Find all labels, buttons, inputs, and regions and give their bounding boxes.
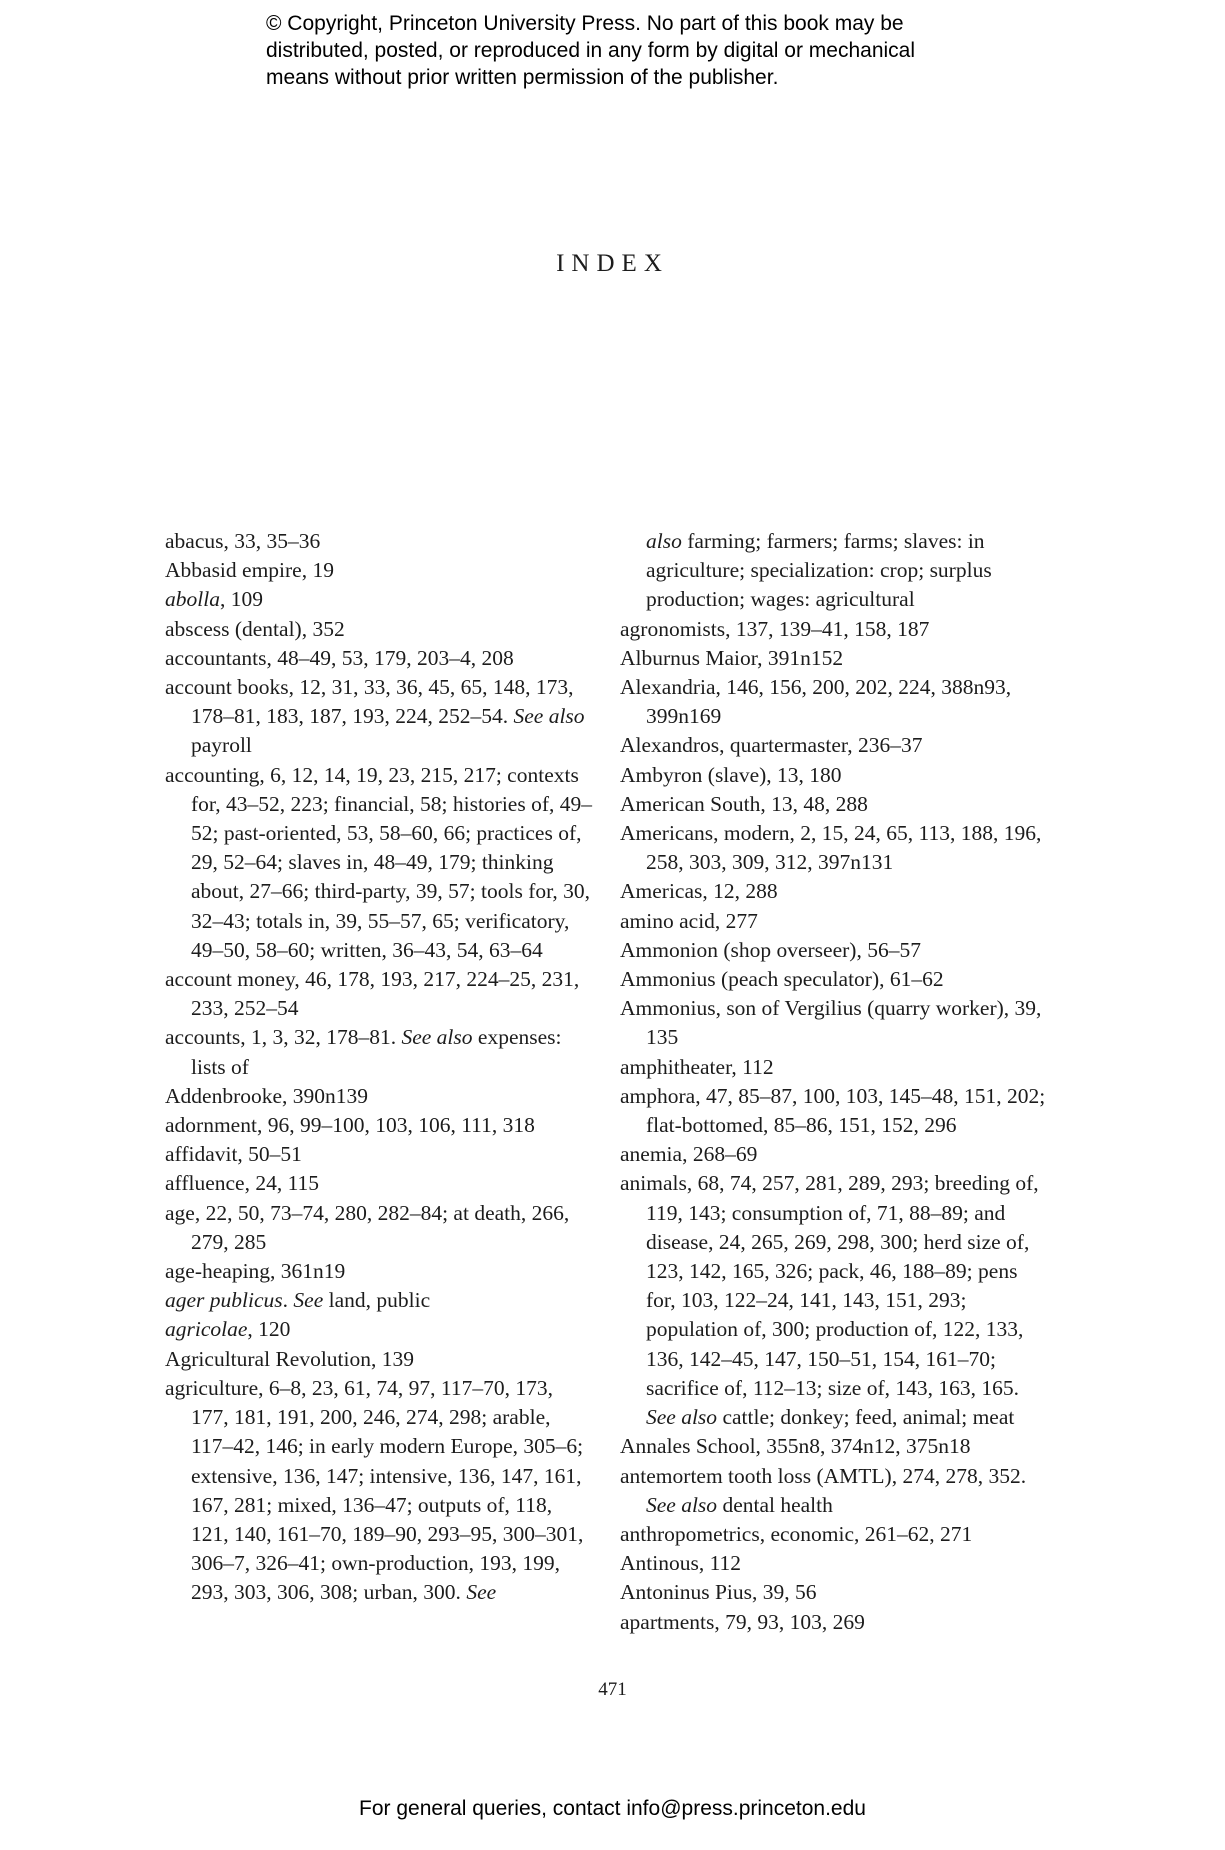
index-entry-text: Alexandros, quartermaster, 236–37 <box>620 733 923 758</box>
index-entry-text: Ammonius (peach speculator), 61–62 <box>620 967 944 992</box>
page-title: INDEX <box>556 250 669 277</box>
index-entry <box>165 1140 595 1169</box>
index-entry <box>165 644 595 673</box>
index-entry-text: account books, 12, 31, 33, 36, 45, 65, 148, 173, 178–81, 183, 187, 193, 224, 252–54. <box>165 675 574 729</box>
index-entry-text: American South, 13, 48, 288 <box>620 791 868 816</box>
index-entry-text: age-heaping, 361n19 <box>165 1259 346 1284</box>
index-entry-text: See <box>466 1580 497 1605</box>
index-entry-text: Ambyron (slave), 13, 180 <box>620 762 842 787</box>
index-entry-text: See also <box>513 704 585 729</box>
index-entry <box>620 907 1050 936</box>
index-entry <box>620 673 1050 731</box>
index-entry-text: ager publicus <box>165 1288 283 1313</box>
index-entry <box>620 615 1050 644</box>
index-entry <box>620 877 1050 906</box>
index-entry <box>620 1578 1050 1607</box>
index-entry-text: accountants, 48–49, 53, 179, 203–4, 208 <box>165 645 514 670</box>
index-entry <box>620 936 1050 965</box>
index-entry-text: amino acid, 277 <box>620 908 758 933</box>
index-entry <box>620 1549 1050 1578</box>
index-entry-text: also <box>646 529 682 553</box>
index-entry-text: accounts, 1, 3, 32, 178–81. <box>165 1025 402 1050</box>
index-entry <box>620 1053 1050 1082</box>
index-entry <box>620 1432 1050 1461</box>
index-entry <box>620 1608 1050 1637</box>
copyright-notice <box>266 10 1026 91</box>
index-entry <box>165 1111 595 1140</box>
index-entry-text: agronomists, 137, 139–41, 158, 187 <box>620 616 930 641</box>
index-entry-text: Americans, modern, 2, 15, 24, 65, 113, 188, 196, 258, 303, 309, 312, 397n131 <box>620 821 1042 875</box>
index-entry-text: , 109 <box>219 587 263 612</box>
index-entry-text: cattle; donkey; feed, animal; meat <box>717 1405 1015 1430</box>
index-entry-text: dental health <box>717 1492 833 1517</box>
index-entry <box>165 673 595 761</box>
index-entry-text: agricolae <box>165 1317 248 1342</box>
index-entry <box>165 761 595 965</box>
index-entry-text: Antoninus Pius, 39, 56 <box>620 1580 817 1605</box>
index-entry <box>620 1462 1050 1520</box>
index-entry-text: amphitheater, 112 <box>620 1054 774 1079</box>
index-entry <box>165 1023 595 1081</box>
index-entry-text: animals, 68, 74, 257, 281, 289, 293; breeding of, 119, 143; consumption of, 71, 88–89; and disease, 24, 265, 269, 298, 300; herd size of, 123, 142, 165, 326; pack, 46, 188–89; pens for, 103, 122–24, 141, 143, 151, 293; population of, 300; production of, 122, 133, 136, 142–45, 147, 150–51, 154, 161–70; sacrifice of, 112–13; size of, 143, 163, 165. <box>620 1171 1039 1400</box>
index-entry-text: account money, 46, 178, 193, 217, 224–25, 231, 233, 252–54 <box>165 967 580 1021</box>
index-entry-text: Agricultural Revolution, 139 <box>165 1346 415 1371</box>
index-entry <box>165 1082 595 1111</box>
index-entry-text: Antinous, 112 <box>620 1551 742 1576</box>
index-entry-text: agriculture, 6–8, 23, 61, 74, 97, 117–70, 173, 177, 181, 191, 200, 246, 274, 298; arable, 117–42, 146; in early modern Europe, 305–6; extensive, 136, 147; intensive, 136, 147, 161, 167, 281; mixed, 136–47; outputs of, 118, 121, 140, 161–70, 189–90, 293–95, 300–301, 306–7, 326–41; own-production, 193, 199, 293, 303, 306, 308; urban, 300. <box>165 1375 584 1605</box>
index-entry <box>165 1286 595 1315</box>
index-entry-text: payroll <box>191 733 252 758</box>
index-entry-text: See also <box>401 1025 473 1050</box>
index-entry <box>165 585 595 614</box>
index-entry-text: See <box>293 1288 324 1313</box>
index-entry <box>165 556 595 585</box>
index-entry <box>165 1169 595 1198</box>
index-entry <box>165 615 595 644</box>
index-entry-text: accounting, 6, 12, 14, 19, 23, 215, 217; contexts for, 43–52, 223; financial, 58; histories of, 49–52; past-oriented, 53, 58–60, 66; practices of, 29, 52–64; slaves in, 48–49, 179; thinking about, 27–66; third-party, 39, 57; tools for, 30, 32–43; totals in, 39, 55–57, 65; verificatory, 49–50, 58–60; written, 36–43, 54, 63–64 <box>165 762 593 962</box>
index-entry-text: Abbasid empire, 19 <box>165 558 334 583</box>
copyright-line-1: © Copyright, Princeton University Press. No part of this book may be <box>266 12 904 35</box>
index-entry <box>165 1315 595 1344</box>
index-entry <box>620 1082 1050 1140</box>
index-entry-text: Annales School, 355n8, 374n12, 375n18 <box>620 1434 971 1459</box>
index-entry-text: abolla <box>165 587 220 612</box>
index-entry <box>620 965 1050 994</box>
index-entry <box>165 527 595 556</box>
index-entry-text: Addenbrooke, 390n139 <box>165 1083 369 1108</box>
index-entry-text: anthropometrics, economic, 261–62, 271 <box>620 1521 973 1546</box>
index-entry-text: abscess (dental), 352 <box>165 616 345 641</box>
copyright-line-2: distributed, posted, or reproduced in any form by digital or mechanical <box>266 39 916 62</box>
index-entry-text: age, 22, 50, 73–74, 280, 282–84; at death, 266, 279, 285 <box>165 1200 570 1254</box>
index-entry-text: See also <box>646 1492 718 1517</box>
index-entry <box>620 1520 1050 1549</box>
index-entry-text: anemia, 268–69 <box>620 1142 758 1167</box>
index-entry-text: Ammonius, son of Vergilius (quarry worker), 39, 135 <box>620 996 1042 1050</box>
index-entry-text: , 120 <box>247 1317 291 1342</box>
index-entry-text: antemortem tooth loss (AMTL), 274, 278, 352. <box>620 1463 1027 1488</box>
index-entry-text: Alburnus Maior, 391n152 <box>620 645 844 670</box>
index-entry-text: abacus, 33, 35–36 <box>165 529 321 553</box>
index-entry <box>620 1140 1050 1169</box>
index-entry <box>620 1169 1050 1432</box>
index-entry <box>620 994 1050 1052</box>
index-entry-text: affidavit, 50–51 <box>165 1142 302 1167</box>
index-entry <box>165 965 595 1023</box>
index-entry <box>165 1345 595 1374</box>
index-entry-text: . <box>282 1288 294 1313</box>
index-entry-text: affluence, 24, 115 <box>165 1171 320 1196</box>
index-entry-text: apartments, 79, 93, 103, 269 <box>620 1609 865 1634</box>
index-entry-text: farming; farmers; farms; slaves: in agriculture; specialization: crop; surplus production; wages: agricultural <box>646 529 992 612</box>
index-entry-text: See also <box>646 1405 718 1430</box>
index-entry-text: Alexandria, 146, 156, 200, 202, 224, 388n93, 399n169 <box>620 675 1012 729</box>
index-entry <box>620 819 1050 877</box>
footer-contact: For general queries, contact info@press.princeton.edu <box>359 1797 866 1820</box>
index-entry <box>165 1257 595 1286</box>
index-entry <box>620 790 1050 819</box>
index-entry <box>620 644 1050 673</box>
index-entry-text: land, public <box>323 1288 431 1313</box>
index-entry-text: expenses: lists of <box>191 1025 562 1079</box>
index-entry <box>165 1199 595 1257</box>
index-entry <box>165 1374 595 1608</box>
index-entry <box>620 761 1050 790</box>
index-entry-text: amphora, 47, 85–87, 100, 103, 145–48, 151, 202; flat-bottomed, 85–86, 151, 152, 296 <box>620 1083 1046 1138</box>
index-entry <box>620 731 1050 760</box>
copyright-line-3: means without prior written permission of the publisher. <box>266 66 779 89</box>
index-entry-text: adornment, 96, 99–100, 103, 106, 111, 318 <box>165 1113 535 1138</box>
index-entry-text: Ammonion (shop overseer), 56–57 <box>620 937 921 962</box>
index-column-right <box>620 527 1050 1637</box>
index-entry-text: Americas, 12, 288 <box>620 879 778 904</box>
page-number: 471 <box>598 1679 627 1700</box>
index-entry <box>620 527 1050 615</box>
index-column-left <box>165 527 595 1608</box>
